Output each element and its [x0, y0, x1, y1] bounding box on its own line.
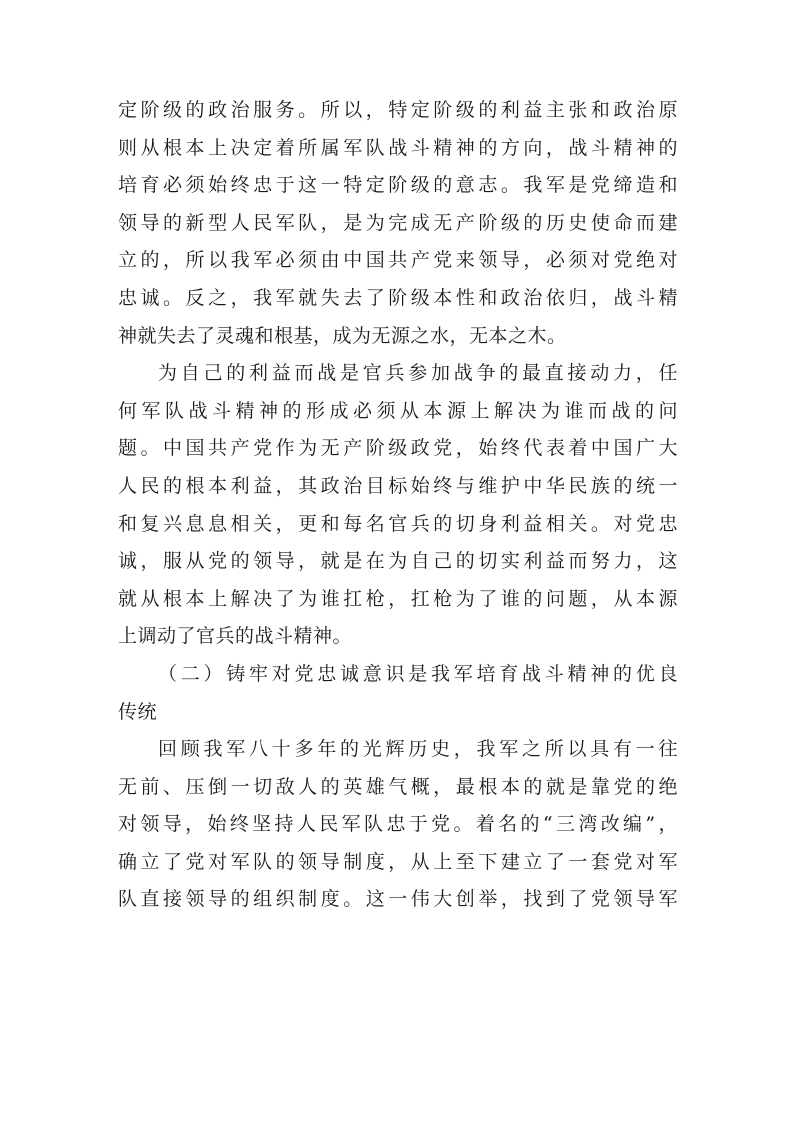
text-line: 定阶级的政治服务。所以，特定阶级的利益主张和政治原 — [118, 99, 678, 121]
text-line: 和复兴息息相关，更和每名官兵的切身利益相关。对党忠 — [118, 512, 678, 535]
text-line: 忠诚。反之，我军就失去了阶级本性和政治依归，战斗精 — [118, 286, 678, 309]
paragraph-first-line: 为自己的利益而战是官兵参加战争的最直接动力，任 — [158, 362, 678, 385]
paragraph-first-line: 回顾我军八十多年的光辉历史，我军之所以具有一往 — [158, 738, 678, 761]
text-line: 就从根本上解决了为谁扛枪，扛枪为了谁的问题，从本源 — [118, 587, 678, 610]
text-line: 人民的根本利益，其政治目标始终与维护中华民族的统一 — [118, 474, 678, 497]
text-line: 领导的新型人民军队，是为完成无产阶级的历史使命而建 — [118, 211, 678, 234]
text-line: 诚，服从党的领导，就是在为自己的切实利益而努力，这 — [118, 550, 678, 573]
text-line: 无前、压倒一切敌人的英雄气概，最根本的就是靠党的绝 — [118, 775, 678, 798]
text-line: 对领导，始终坚持人民军队忠于党。着名的“三湾改编”， — [118, 813, 678, 836]
text-line: 培育必须始终忠于这一特定阶级的意志。我军是党缔造和 — [118, 174, 678, 197]
section-heading-continuation: 传统 — [118, 700, 158, 723]
text-line: 题。中国共产党作为无产阶级政党，始终代表着中国广大 — [118, 437, 678, 460]
section-heading: （二）铸牢对党忠诚意识是我军培育战斗精神的优良 — [158, 662, 678, 685]
text-line: 确立了党对军队的领导制度，从上至下建立了一套党对军 — [118, 850, 678, 873]
text-line: 队直接领导的组织制度。这一伟大创举，找到了党领导军 — [118, 888, 678, 911]
text-line: 何军队战斗精神的形成必须从本源上解决为谁而战的问 — [118, 399, 678, 422]
body-text — [118, 92, 678, 919]
text-line: 则从根本上决定着所属军队战斗精神的方向，战斗精神的 — [118, 136, 678, 159]
text-line: 神就失去了灵魂和根基，成为无源之水，无本之木。 — [118, 324, 567, 347]
text-line: 上调动了官兵的战斗精神。 — [118, 625, 353, 648]
text-line: 立的，所以我军必须由中国共产党来领导，必须对党绝对 — [118, 249, 678, 272]
